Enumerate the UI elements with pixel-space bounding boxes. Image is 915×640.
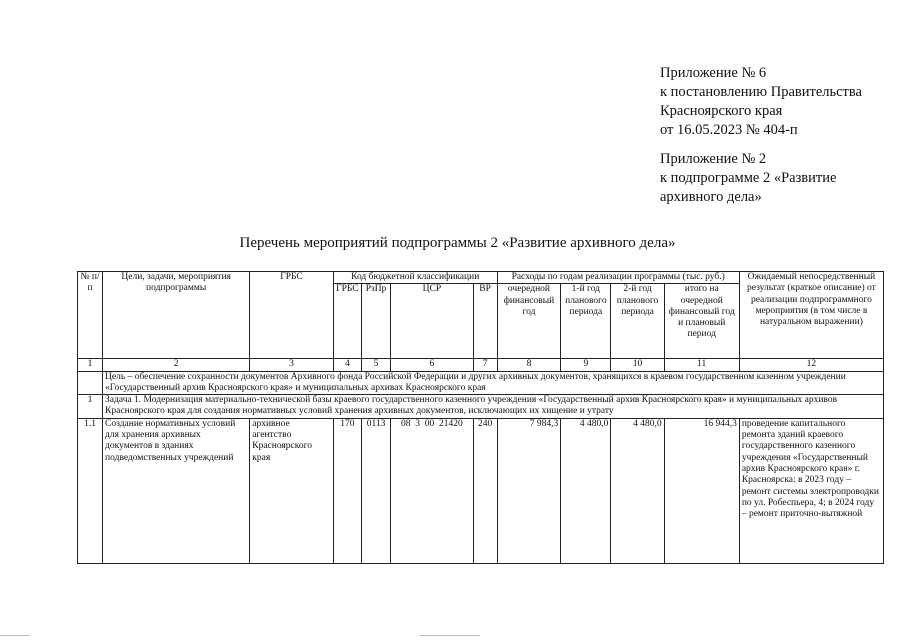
row-result: проведение капитального ремонта зданий краевого государственного казенного учреждения «Государственный архив Красноярского края» г. Красноярска: в 2023 году – ремонт системы электропроводки по ул. Робеспьера, 4; в 2024 году – ремонт приточно-вытяжной	[739, 418, 883, 563]
header-code-vr: ВР	[473, 284, 497, 359]
row-code-csr: 08 3 00 21420	[391, 418, 473, 563]
table-row	[78, 418, 884, 563]
column-number: 4	[333, 359, 361, 371]
goal-text: Цель – обеспечение сохранности документов Архивного фонда Российской Федерации и других архивных документов, хранящихся в краевом государственном казенном учреждении «Государственный архив Красноярского края» и муниципальных архивах Красноярского края	[103, 371, 884, 395]
column-number: 6	[391, 359, 473, 371]
row-code-grbs: 170	[333, 418, 361, 563]
header-exp-year1: 1-й год планового периода	[561, 284, 611, 359]
column-number: 12	[739, 359, 883, 371]
column-number: 7	[473, 359, 497, 371]
annex-line: архивного дела»	[660, 189, 762, 205]
header-result: Ожидаемый непосредственный результат (краткое описание) от реализации подпрограммного мероприятия (в том числе в натуральном выражении)	[739, 272, 883, 359]
row-code-rzpr: 0113	[361, 418, 390, 563]
row-name: Создание нормативных условий для хранения архивных документов в зданиях подведомственных учреждений	[103, 418, 250, 563]
annex-line: к постановлению Правительства	[660, 84, 862, 100]
header-num: № п/п	[78, 272, 103, 359]
header-grbs: ГРБС	[250, 272, 334, 359]
goal-num-cell	[78, 371, 103, 395]
annex-line: от 16.05.2023 № 404-п	[660, 122, 798, 138]
column-number: 2	[103, 359, 250, 371]
header-row	[78, 272, 884, 284]
task-row	[78, 395, 884, 419]
annex-line: Красноярского края	[660, 103, 783, 119]
column-number: 1	[78, 359, 103, 371]
header-code-rzpr: РзПр	[361, 284, 390, 359]
header-exp-current: очередной финансовый год	[497, 284, 561, 359]
row-code-vr: 240	[473, 418, 497, 563]
row-exp-current: 7 984,3	[497, 418, 561, 563]
column-number: 3	[250, 359, 334, 371]
column-number: 5	[361, 359, 390, 371]
scan-artifact	[0, 635, 30, 636]
row-exp-year1: 4 480,0	[561, 418, 611, 563]
row-num: 1.1	[78, 418, 103, 563]
header-code-grbs: ГРБС	[333, 284, 361, 359]
annex-header-subprogram	[660, 150, 836, 207]
column-number: 11	[664, 359, 739, 371]
row-exp-year2: 4 480,0	[611, 418, 664, 563]
header-exp-total: итого на очередной финансовый год и плановый период	[664, 284, 739, 359]
annex-header-main	[660, 64, 862, 140]
header-goals: Цели, задачи, мероприятия подпрограммы	[103, 272, 250, 359]
scan-artifact	[420, 635, 480, 636]
task-text: Задача 1. Модернизация материально-технической базы краевого государственного казенного учреждения «Государственный архив Красноярского края» и муниципальных архивов Красноярского края для создания нормативных условий хранения архивных документов, исключающих их хищение и утрату	[103, 395, 884, 419]
column-number: 9	[561, 359, 611, 371]
column-number-row	[78, 359, 884, 371]
annex-line: Приложение № 2	[660, 151, 767, 167]
goal-row	[78, 371, 884, 395]
task-num: 1	[78, 395, 103, 419]
header-budget-code: Код бюджетной классификации	[333, 272, 497, 284]
document-title: Перечень мероприятий подпрограммы 2 «Развитие архивного дела»	[239, 235, 676, 251]
column-number: 8	[497, 359, 561, 371]
row-exp-total: 16 944,3	[664, 418, 739, 563]
column-number: 10	[611, 359, 664, 371]
measures-table	[77, 271, 884, 564]
row-grbs: архивное агентство Красноярского края	[250, 418, 334, 563]
annex-line: к подпрограмме 2 «Развитие	[660, 170, 837, 186]
header-code-csr: ЦСР	[391, 284, 473, 359]
header-expenses: Расходы по годам реализации программы (тыс. руб.)	[497, 272, 739, 284]
annex-line: Приложение № 6	[660, 65, 767, 81]
header-exp-year2: 2-й год планового периода	[611, 284, 664, 359]
